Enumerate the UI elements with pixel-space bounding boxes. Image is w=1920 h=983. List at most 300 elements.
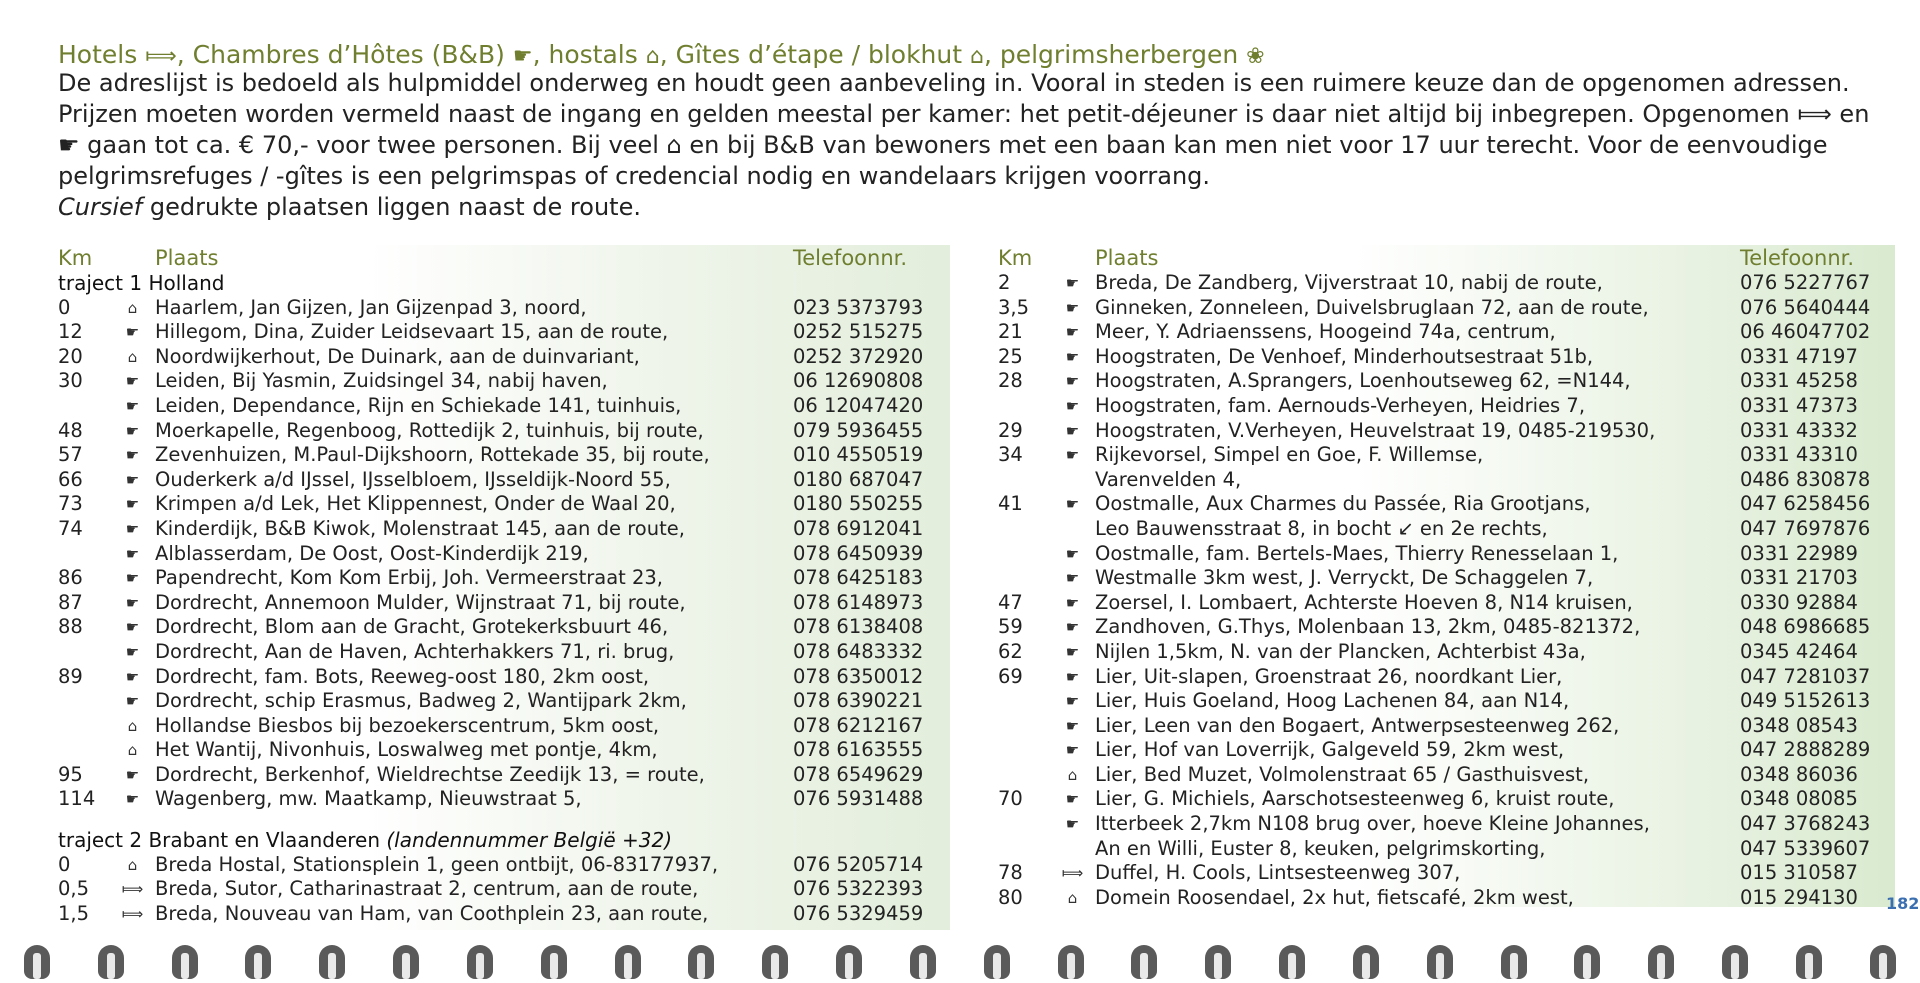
row-km: 59 [998, 615, 1023, 639]
row-km: 29 [998, 418, 1023, 442]
row-telephone: 078 6390221 [793, 689, 924, 713]
binding-ring [241, 943, 275, 983]
binding-ring [1718, 943, 1752, 983]
column-header [990, 245, 1895, 271]
row-km: 47 [998, 590, 1023, 614]
binding-ring [463, 943, 497, 983]
row-km: 74 [58, 516, 83, 540]
bnb-icon: ☛ [1065, 716, 1080, 735]
bnb-icon: ☛ [125, 323, 140, 342]
address-row [990, 640, 1895, 665]
row-place: Leiden, Dependance, Rijn en Schiekade 141, tuinhuis, [155, 393, 682, 417]
row-place: Dordrecht, fam. Bots, Reeweg-oost 180, 2km oost, [155, 664, 650, 688]
address-row [990, 812, 1895, 837]
bnb-icon: ☛ [1065, 446, 1080, 465]
row-place: Kinderdijk, B&B Kiwok, Molenstraat 145, aan de route, [155, 516, 685, 540]
bnb-icon: ☛ [1065, 323, 1080, 342]
address-row [990, 566, 1895, 591]
row-km [990, 517, 1050, 542]
address-row [50, 443, 950, 468]
address-row [50, 689, 950, 714]
binding-ring [1866, 943, 1900, 983]
address-row [50, 902, 950, 927]
row-place: Lier, Bed Muzet, Volmolenstraat 65 / Gasthuisvest, [1095, 762, 1590, 786]
row-km [50, 542, 110, 567]
bnb-icon: ☛ [125, 790, 140, 809]
header-km: Km [58, 246, 93, 270]
binding-ring [684, 943, 718, 983]
house-icon: ⌂ [970, 44, 984, 69]
row-km: 20 [58, 344, 83, 368]
row-place: Krimpen a/d Lek, Het Klippennest, Onder de Waal 20, [155, 492, 676, 516]
section-rows [990, 271, 1895, 910]
row-place: Dordrecht, Blom aan de Gracht, Grotekerksbuurt 46, [155, 615, 669, 639]
address-row [990, 689, 1895, 714]
address-row [50, 714, 950, 739]
spiral-binding [0, 943, 1920, 983]
row-km: 73 [58, 492, 83, 516]
row-km: 87 [58, 590, 83, 614]
row-place: Lier, Uit-slapen, Groenstraat 26, noordkant Lier, [1095, 664, 1563, 688]
hostal-icon: ⌂ [127, 855, 138, 874]
bnb-icon: ☛ [125, 667, 140, 686]
address-row [990, 271, 1895, 296]
row-telephone: 049 5152613 [1740, 689, 1871, 713]
address-row [50, 517, 950, 542]
row-place: Lier, Huis Goeland, Hoog Lachenen 84, aan N14, [1095, 689, 1570, 713]
section-title [50, 828, 950, 853]
address-row [990, 714, 1895, 739]
row-telephone: 078 6450939 [793, 541, 924, 565]
row-telephone: 0331 47373 [1740, 393, 1858, 417]
row-telephone: 0331 47197 [1740, 344, 1858, 368]
row-km: 114 [58, 787, 96, 811]
row-km: 89 [58, 664, 83, 688]
bnb-icon: ☛ [1065, 667, 1080, 686]
row-km [50, 394, 110, 419]
row-km: 86 [58, 566, 83, 590]
row-place: Lier, Hof van Loverrijk, Galgeveld 59, 2km west, [1095, 738, 1565, 762]
address-row [990, 369, 1895, 394]
hotel-icon: ⟾ [121, 904, 144, 923]
address-row [990, 345, 1895, 370]
heading-pelgrim: , pelgrimsherbergen [983, 40, 1239, 69]
row-km: 69 [998, 664, 1023, 688]
bnb-icon: ☛ [1065, 815, 1080, 834]
row-place: Hoogstraten, A.Sprangers, Loenhoutseweg 62, =N144, [1095, 369, 1631, 393]
row-place: Dordrecht, schip Erasmus, Badweg 2, Wantijpark 2km, [155, 689, 687, 713]
page-heading [58, 40, 1898, 69]
binding-ring [20, 943, 54, 983]
row-place: Breda, Nouveau van Ham, van Coothplein 23, aan route, [155, 901, 709, 925]
binding-ring [758, 943, 792, 983]
row-place: Alblasserdam, De Oost, Oost-Kinderdijk 219, [155, 541, 589, 565]
row-telephone: 047 6258456 [1740, 492, 1871, 516]
row-telephone: 078 6148973 [793, 590, 924, 614]
bnb-icon: ☛ [125, 372, 140, 391]
row-telephone: 047 7281037 [1740, 664, 1871, 688]
row-place: Breda, Sutor, Catharinastraat 2, centrum, aan de route, [155, 877, 699, 901]
bnb-icon: ☛ [1065, 421, 1080, 440]
row-place: Hoogstraten, De Venhoef, Minderhoutsestraat 51b, [1095, 344, 1594, 368]
address-row [50, 468, 950, 493]
row-km [990, 738, 1050, 763]
row-km: 80 [998, 885, 1023, 909]
binding-ring [906, 943, 940, 983]
address-row [990, 787, 1895, 812]
row-place: Zevenhuizen, M.Paul-Dijkshoorn, Rottekade 35, bij route, [155, 443, 710, 467]
header-tel: Telefoonnr. [793, 246, 908, 270]
row-km: 25 [998, 344, 1023, 368]
intro-text [58, 68, 1898, 223]
binding-ring [315, 943, 349, 983]
address-row [50, 787, 950, 812]
row-km [50, 640, 110, 665]
address-row [990, 542, 1895, 567]
heading-bnb: , Chambres d’Hôtes (B&B) [176, 40, 505, 69]
bnb-icon: ☛ [125, 765, 140, 784]
row-place: Wagenberg, mw. Maatkamp, Nieuwstraat 5, [155, 787, 582, 811]
shell-icon: ❀ [1246, 44, 1265, 69]
row-place: Zoersel, I. Lombaert, Achterste Hoeven 8, N14 kruisen, [1095, 590, 1633, 614]
address-row [50, 492, 950, 517]
bnb-icon: ☛ [1065, 347, 1080, 366]
row-place: Moerkapelle, Regenboog, Rottedijk 2, tuinhuis, bij route, [155, 418, 704, 442]
row-km [990, 812, 1050, 837]
row-km: 0 [58, 295, 71, 319]
header-place: Plaats [155, 246, 219, 270]
address-row [50, 591, 950, 616]
bnb-icon: ☛ [1065, 396, 1080, 415]
row-telephone: 047 3768243 [1740, 812, 1871, 836]
header-tel: Telefoonnr. [1740, 246, 1855, 270]
bnb-icon: ☛ [1065, 618, 1080, 637]
bnb-icon: ☛ [1065, 790, 1080, 809]
row-telephone: 076 5329459 [793, 901, 924, 925]
blank-icon [1050, 837, 1095, 862]
row-km: 21 [998, 320, 1023, 344]
row-place: Het Wantij, Nivonhuis, Loswalweg met pontje, 4km, [155, 738, 658, 762]
address-row [990, 468, 1895, 493]
bnb-icon: ☛ [1065, 298, 1080, 317]
row-telephone: 0331 43332 [1740, 418, 1858, 442]
bnb-icon: ☛ [1065, 593, 1080, 612]
row-km [990, 689, 1050, 714]
row-telephone: 076 5640444 [1740, 295, 1871, 319]
bnb-icon: ☛ [125, 495, 140, 514]
row-place: Varenvelden 4, [1095, 467, 1242, 491]
right-address-column [990, 245, 1895, 907]
row-telephone: 076 5322393 [793, 877, 924, 901]
section-rows [50, 296, 950, 812]
row-telephone: 015 294130 [1740, 885, 1858, 909]
row-km [50, 714, 110, 739]
row-telephone: 078 6350012 [793, 664, 924, 688]
address-row [990, 517, 1895, 542]
binding-ring [1792, 943, 1826, 983]
row-place: Lier, Leen van den Bogaert, Antwerpsesteenweg 262, [1095, 713, 1620, 737]
row-km: 78 [998, 861, 1023, 885]
binding-ring [832, 943, 866, 983]
column-header [50, 245, 950, 271]
address-row [50, 369, 950, 394]
section-rows [50, 853, 950, 927]
row-place: Hoogstraten, fam. Aernouds-Verheyen, Heidries 7, [1095, 393, 1586, 417]
row-place: Oostmalle, Aux Charmes du Passée, Ria Grootjans, [1095, 492, 1591, 516]
row-km: 0,5 [58, 877, 90, 901]
bed-icon: ⟾ [145, 44, 177, 69]
row-telephone: 048 6986685 [1740, 615, 1871, 639]
address-row [50, 665, 950, 690]
row-telephone: 0330 92884 [1740, 590, 1858, 614]
row-place: Rijkevorsel, Simpel en Goe, F. Willemse, [1095, 443, 1484, 467]
hostal-icon: ⌂ [127, 298, 138, 317]
address-row [990, 591, 1895, 616]
row-telephone: 0180 550255 [793, 492, 924, 516]
row-telephone: 047 5339607 [1740, 836, 1871, 860]
section-title-text: traject 2 Brabant en Vlaanderen [58, 828, 381, 853]
row-telephone: 078 6549629 [793, 762, 924, 786]
binding-ring [537, 943, 571, 983]
hand-pointer-icon: ☛ [512, 44, 533, 69]
row-place: Breda, De Zandberg, Vijverstraat 10, nabij de route, [1095, 271, 1603, 294]
address-row [50, 738, 950, 763]
row-place: Dordrecht, Annemoon Mulder, Wijnstraat 71, bij route, [155, 590, 686, 614]
address-row [50, 640, 950, 665]
row-place: Hoogstraten, V.Verheyen, Heuvelstraat 19, 0485-219530, [1095, 418, 1656, 442]
row-telephone: 0348 08543 [1740, 713, 1858, 737]
heading-hostals: , hostals [532, 40, 638, 69]
row-telephone: 010 4550519 [793, 443, 924, 467]
row-km [990, 714, 1050, 739]
bnb-icon: ☛ [125, 544, 140, 563]
row-telephone: 078 6425183 [793, 566, 924, 590]
row-place: Zandhoven, G.Thys, Molenbaan 13, 2km, 0485-821372, [1095, 615, 1641, 639]
row-km: 2 [998, 271, 1011, 294]
row-telephone: 06 46047702 [1740, 320, 1871, 344]
row-place: Ginneken, Zonneleen, Duivelsbruglaan 72, aan de route, [1095, 295, 1649, 319]
header-km: Km [998, 246, 1033, 270]
intro-line: De adreslijst is bedoeld als hulpmiddel onderweg en houdt geen aanbeveling in. Vooral in steden is een ruimere keuze dan de opgenomen adressen. [58, 69, 1850, 97]
row-km [50, 738, 110, 763]
address-row [990, 738, 1895, 763]
row-place: Oostmalle, fam. Bertels-Maes, Thierry Renesselaan 1, [1095, 541, 1619, 565]
row-telephone: 078 6212167 [793, 713, 924, 737]
intro-rest: gedrukte plaatsen liggen naast de route. [142, 193, 641, 221]
address-row [990, 419, 1895, 444]
blank-icon [1050, 517, 1095, 542]
address-row [990, 320, 1895, 345]
binding-ring [1570, 943, 1604, 983]
row-km: 48 [58, 418, 83, 442]
hostal-icon: ⌂ [127, 741, 138, 760]
bnb-icon: ☛ [125, 446, 140, 465]
row-place: Leo Bauwensstraat 8, in bocht ↙ en 2e rechts, [1095, 516, 1548, 540]
row-km: 88 [58, 615, 83, 639]
row-km [990, 837, 1050, 862]
row-place: Hollandse Biesbos bij bezoekerscentrum, 5km oost, [155, 713, 660, 737]
hostal-icon: ⌂ [645, 44, 660, 69]
bnb-icon: ☛ [125, 618, 140, 637]
row-km [990, 542, 1050, 567]
left-address-column [50, 245, 950, 930]
hotel-icon: ⟾ [121, 880, 144, 899]
bnb-icon: ☛ [125, 569, 140, 588]
row-telephone: 015 310587 [1740, 861, 1858, 885]
binding-ring [168, 943, 202, 983]
row-telephone: 023 5373793 [793, 295, 924, 319]
row-km: 0 [58, 852, 71, 876]
address-row [50, 345, 950, 370]
binding-ring [94, 943, 128, 983]
address-row [50, 763, 950, 788]
row-km: 3,5 [998, 295, 1030, 319]
row-telephone: 0348 86036 [1740, 762, 1858, 786]
address-row [990, 296, 1895, 321]
row-km [990, 763, 1050, 788]
row-telephone: 0252 515275 [793, 320, 924, 344]
binding-ring [1054, 943, 1088, 983]
row-telephone: 076 5931488 [793, 787, 924, 811]
row-place: Meer, Y. Adriaenssens, Hoogeind 74a, centrum, [1095, 320, 1556, 344]
bnb-icon: ☛ [1065, 569, 1080, 588]
row-telephone: 078 6912041 [793, 516, 924, 540]
row-telephone: 078 6138408 [793, 615, 924, 639]
row-telephone: 0252 372920 [793, 344, 924, 368]
binding-ring [1644, 943, 1678, 983]
hotel-icon: ⟾ [1061, 864, 1084, 883]
hostal-icon: ⌂ [127, 716, 138, 735]
row-place: An en Willi, Euster 8, keuken, pelgrimskorting, [1095, 836, 1546, 860]
row-telephone: 079 5936455 [793, 418, 924, 442]
hostal-icon: ⌂ [1067, 888, 1078, 907]
row-telephone: 06 12047420 [793, 393, 924, 417]
row-telephone: 047 2888289 [1740, 738, 1871, 762]
row-place: Ouderkerk a/d IJssel, IJsselbloem, IJsseldijk-Noord 55, [155, 467, 671, 491]
row-km: 62 [998, 639, 1023, 663]
address-row [990, 861, 1895, 886]
bnb-icon: ☛ [125, 396, 140, 415]
row-telephone: 0486 830878 [1740, 467, 1871, 491]
section-country-code: (landennummer België +32) [386, 828, 673, 853]
row-place: Itterbeek 2,7km N108 brug over, hoeve Kleine Johannes, [1095, 812, 1650, 836]
row-km: 41 [998, 492, 1023, 516]
page-number: 182 [1886, 894, 1920, 913]
bnb-icon: ☛ [125, 593, 140, 612]
heading-gites: , Gîtes d’étape / blokhut [659, 40, 963, 69]
bnb-icon: ☛ [125, 519, 140, 538]
address-row [990, 615, 1895, 640]
row-place: Lier, G. Michiels, Aarschotsesteenweg 6, kruist route, [1095, 787, 1615, 811]
hostal-icon: ⌂ [127, 347, 138, 366]
row-place: Westmalle 3km west, J. Verryckt, De Schaggelen 7, [1095, 566, 1594, 590]
row-km: 1,5 [58, 901, 90, 925]
binding-ring [1349, 943, 1383, 983]
address-row [50, 419, 950, 444]
row-telephone: 047 7697876 [1740, 516, 1871, 540]
address-row [990, 443, 1895, 468]
address-row [50, 615, 950, 640]
row-km: 30 [58, 369, 83, 393]
row-place: Haarlem, Jan Gijzen, Jan Gijzenpad 3, noord, [155, 295, 587, 319]
address-row [50, 566, 950, 591]
binding-ring [1275, 943, 1309, 983]
heading-hotels: Hotels [58, 40, 138, 69]
address-row [990, 665, 1895, 690]
bnb-icon: ☛ [1065, 495, 1080, 514]
intro-italic: Cursief [58, 193, 143, 221]
bnb-icon: ☛ [125, 692, 140, 711]
row-telephone: 0331 45258 [1740, 369, 1858, 393]
section-title: traject 1 Holland [58, 271, 225, 295]
binding-ring [980, 943, 1014, 983]
bnb-icon: ☛ [125, 470, 140, 489]
binding-ring [1201, 943, 1235, 983]
row-place: Noordwijkerhout, De Duinark, aan de duinvariant, [155, 344, 640, 368]
binding-ring [1127, 943, 1161, 983]
row-place: Leiden, Bij Yasmin, Zuidsingel 34, nabij haven, [155, 369, 608, 393]
address-row [990, 763, 1895, 788]
intro-line: Prijzen moeten worden vermeld naast de ingang en gelden meestal per kamer: het petit-déjeuner is daar niet altijd bij inbegrepen. Opgenomen ⟾ en [58, 100, 1870, 128]
bnb-icon: ☛ [1065, 372, 1080, 391]
row-km: 70 [998, 787, 1023, 811]
row-km: 12 [58, 320, 83, 344]
address-row [50, 542, 950, 567]
bnb-icon: ☛ [1065, 274, 1080, 292]
bnb-icon: ☛ [1065, 741, 1080, 760]
row-telephone: 0331 43310 [1740, 443, 1858, 467]
header-place: Plaats [1095, 246, 1159, 270]
binding-ring [1497, 943, 1531, 983]
bnb-icon: ☛ [125, 642, 140, 661]
row-place: Dordrecht, Berkenhof, Wieldrechtse Zeedijk 13, = route, [155, 762, 705, 786]
row-telephone: 076 5205714 [793, 852, 924, 876]
address-row [50, 877, 950, 902]
address-row [990, 394, 1895, 419]
intro-line: ☛ gaan tot ca. € 70,- voor twee personen. Bij veel ⌂ en bij B&B van bewoners met een baan kan men niet voor 17 uur terecht. Voor de eenvoudige [58, 131, 1828, 159]
binding-ring [389, 943, 423, 983]
row-telephone: 0348 08085 [1740, 787, 1858, 811]
row-km [990, 468, 1050, 493]
blank-icon [1050, 468, 1095, 493]
row-telephone: 0331 22989 [1740, 541, 1858, 565]
row-telephone: 076 5227767 [1740, 271, 1871, 294]
row-km: 66 [58, 467, 83, 491]
address-row [50, 394, 950, 419]
row-place: Dordrecht, Aan de Haven, Achterhakkers 71, ri. brug, [155, 639, 675, 663]
row-km [990, 566, 1050, 591]
row-telephone: 078 6483332 [793, 639, 924, 663]
intro-line [58, 192, 1898, 223]
row-place: Hillegom, Dina, Zuider Leidsevaart 15, aan de route, [155, 320, 669, 344]
row-km [990, 394, 1050, 419]
row-telephone: 078 6163555 [793, 738, 924, 762]
address-row [990, 492, 1895, 517]
hostal-icon: ⌂ [1067, 765, 1078, 784]
row-telephone: 0345 42464 [1740, 639, 1858, 663]
row-km: 95 [58, 762, 83, 786]
row-place: Breda Hostal, Stationsplein 1, geen ontbijt, 06-83177937, [155, 852, 719, 876]
binding-ring [1423, 943, 1457, 983]
address-row [990, 837, 1895, 862]
row-km [50, 689, 110, 714]
address-row [50, 296, 950, 321]
intro-line: pelgrimsrefuges / -gîtes is een pelgrimspas of credencial nodig en wandelaars krijgen voorrang. [58, 162, 1211, 190]
row-telephone: 0180 687047 [793, 467, 924, 491]
row-km: 57 [58, 443, 83, 467]
row-telephone: 06 12690808 [793, 369, 924, 393]
bnb-icon: ☛ [1065, 642, 1080, 661]
